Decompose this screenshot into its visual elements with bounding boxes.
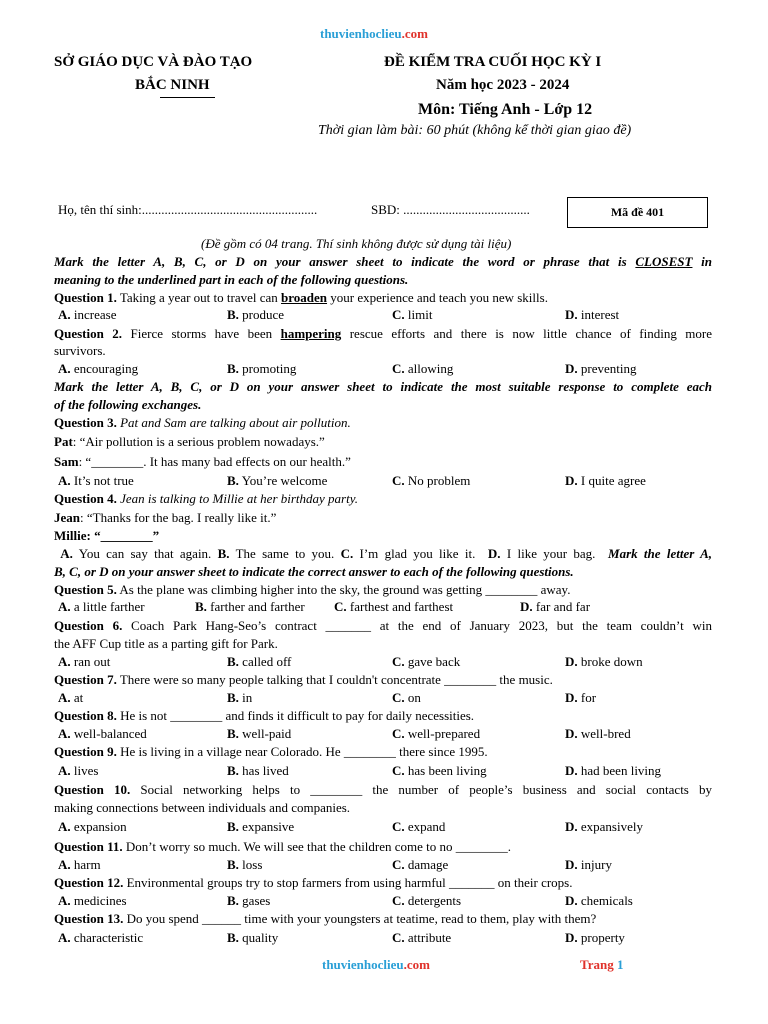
- question-2-cont: survivors.: [54, 343, 106, 358]
- exam-code-box: [567, 197, 708, 228]
- question-4-millie: Millie: “________”: [54, 528, 160, 543]
- candidate-sbd-field: SBD: .......................................: [371, 202, 530, 217]
- question-2-options: A. encouraging B. promoting C. allowing D. preventing: [58, 361, 637, 376]
- section-1-instruction-cont: meaning to the underlined part in each of the following questions.: [54, 272, 409, 287]
- province-underline: [160, 97, 215, 98]
- section-2-instruction-cont: of the following exchanges.: [54, 397, 202, 412]
- candidate-name-field: Họ, tên thí sinh:......................................................: [58, 202, 318, 217]
- section-1-instruction: Mark the letter A, B, C, or D on your answer sheet to indicate the word or phrase that is CLOSEST in: [54, 254, 712, 269]
- question-3: Question 3. Pat and Sam are talking about air pollution.: [54, 415, 351, 430]
- question-7-options: A. at B. in C. on D. for: [58, 690, 597, 705]
- question-3-options: A. It’s not true B. You’re welcome C. No problem D. I quite agree: [58, 473, 646, 488]
- question-8-options: A. well-balanced B. well-paid C. well-prepared D. well-bred: [58, 726, 631, 741]
- department-title: SỞ GIÁO DỤC VÀ ĐÀO TẠO: [54, 54, 253, 70]
- question-12: Question 12. Environmental groups try to stop farmers from using harmful _______ on their crops.: [54, 875, 573, 890]
- question-4: Question 4. Jean is talking to Millie at her birthday party.: [54, 491, 359, 506]
- page-number: 1: [616, 957, 624, 972]
- question-12-options: A. medicines B. gases C. detergents D. chemicals: [58, 893, 633, 908]
- question-5-options: A. a little farther B. farther and farther C. farthest and farthest D. far and far: [58, 599, 591, 614]
- exam-note: (Đề gồm có 04 trang. Thí sinh không được sử dụng tài liệu): [201, 236, 512, 251]
- question-7: Question 7. There were so many people talking that I couldn't concentrate ________ the music.: [54, 672, 553, 687]
- question-13-options: A. characteristic B. quality C. attribute D. property: [58, 930, 625, 945]
- question-2: Question 2. Fierce storms have been hampering rescue efforts and there is now little chance of finding more: [54, 326, 713, 341]
- question-3-sam: Sam: “________. It has many bad effects on our health.”: [54, 454, 351, 469]
- question-10-options: A. expansion B. expansive C. expand D. expansively: [58, 819, 643, 834]
- question-1-options: A. increase B. produce C. limit D. interest: [58, 307, 620, 322]
- question-9: Question 9. He is living in a village near Colorado. He ________ there since 1995.: [54, 744, 488, 759]
- question-10: Question 10. Social networking helps to ________ the number of people’s business and social contacts by: [54, 782, 713, 797]
- section-2-instruction: Mark the letter A, B, C, or D on your answer sheet to indicate the most suitable response to complete each: [54, 379, 712, 394]
- question-10-cont: making connections between individuals and companies.: [54, 800, 351, 815]
- province-title: BẮC NINH: [135, 77, 210, 93]
- page-indicator: [580, 957, 623, 973]
- question-9-options: A. lives B. has lived C. has been living D. had been living: [58, 763, 662, 778]
- question-11: Question 11. Don’t worry so much. We will see that the children come to no ________.: [54, 839, 512, 854]
- exam-title: ĐỀ KIỂM TRA CUỐI HỌC KỲ I: [384, 54, 602, 70]
- question-11-options: A. harm B. loss C. damage D. injury: [58, 857, 612, 872]
- question-1: Question 1. Taking a year out to travel can broaden your experience and teach you new skills.: [54, 290, 548, 305]
- question-13: Question 13. Do you spend ______ time with your youngsters at teatime, read to them, play with them?: [54, 911, 597, 926]
- question-6: Question 6. Coach Park Hang-Seo’s contract _______ at the end of January 2023, but the team couldn’t win: [54, 618, 712, 633]
- time-note: Thời gian làm bài: 60 phút (không kể thời gian giao đề): [318, 123, 632, 138]
- question-8: Question 8. He is not ________ and finds it difficult to pay for daily necessities.: [54, 708, 475, 723]
- page-label: Trang: [580, 957, 614, 972]
- question-4-jean: Jean: “Thanks for the bag. I really like it.”: [54, 510, 277, 525]
- question-3-pat: Pat: “Air pollution is a serious problem nowadays.”: [54, 434, 325, 449]
- footer-site: thuvienhoclieu.com: [322, 957, 430, 972]
- school-year: Năm học 2023 - 2024: [436, 77, 570, 93]
- question-6-cont: the AFF Cup title as a parting gift for Park.: [54, 636, 278, 651]
- exam-code: Mã đề 401: [610, 205, 665, 219]
- site-name-red: .com: [401, 26, 428, 41]
- section-3-instruction: B, C, or D on your answer sheet to indicate the correct answer to each of the following questions.: [54, 564, 574, 579]
- question-6-options: A. ran out B. called off C. gave back D. broke down: [58, 654, 643, 669]
- subject-title: Môn: Tiếng Anh - Lớp 12: [418, 101, 593, 118]
- question-5: Question 5. As the plane was climbing higher into the sky, the ground was getting ________ away.: [54, 582, 571, 597]
- question-4-options: A. You can say that again. B. The same to you. C. I’m glad you like it. D. I like your bag. Mark the letter A,: [60, 546, 713, 561]
- site-name-blue: thuvienhoclieu: [320, 26, 402, 41]
- site-banner: [320, 26, 428, 42]
